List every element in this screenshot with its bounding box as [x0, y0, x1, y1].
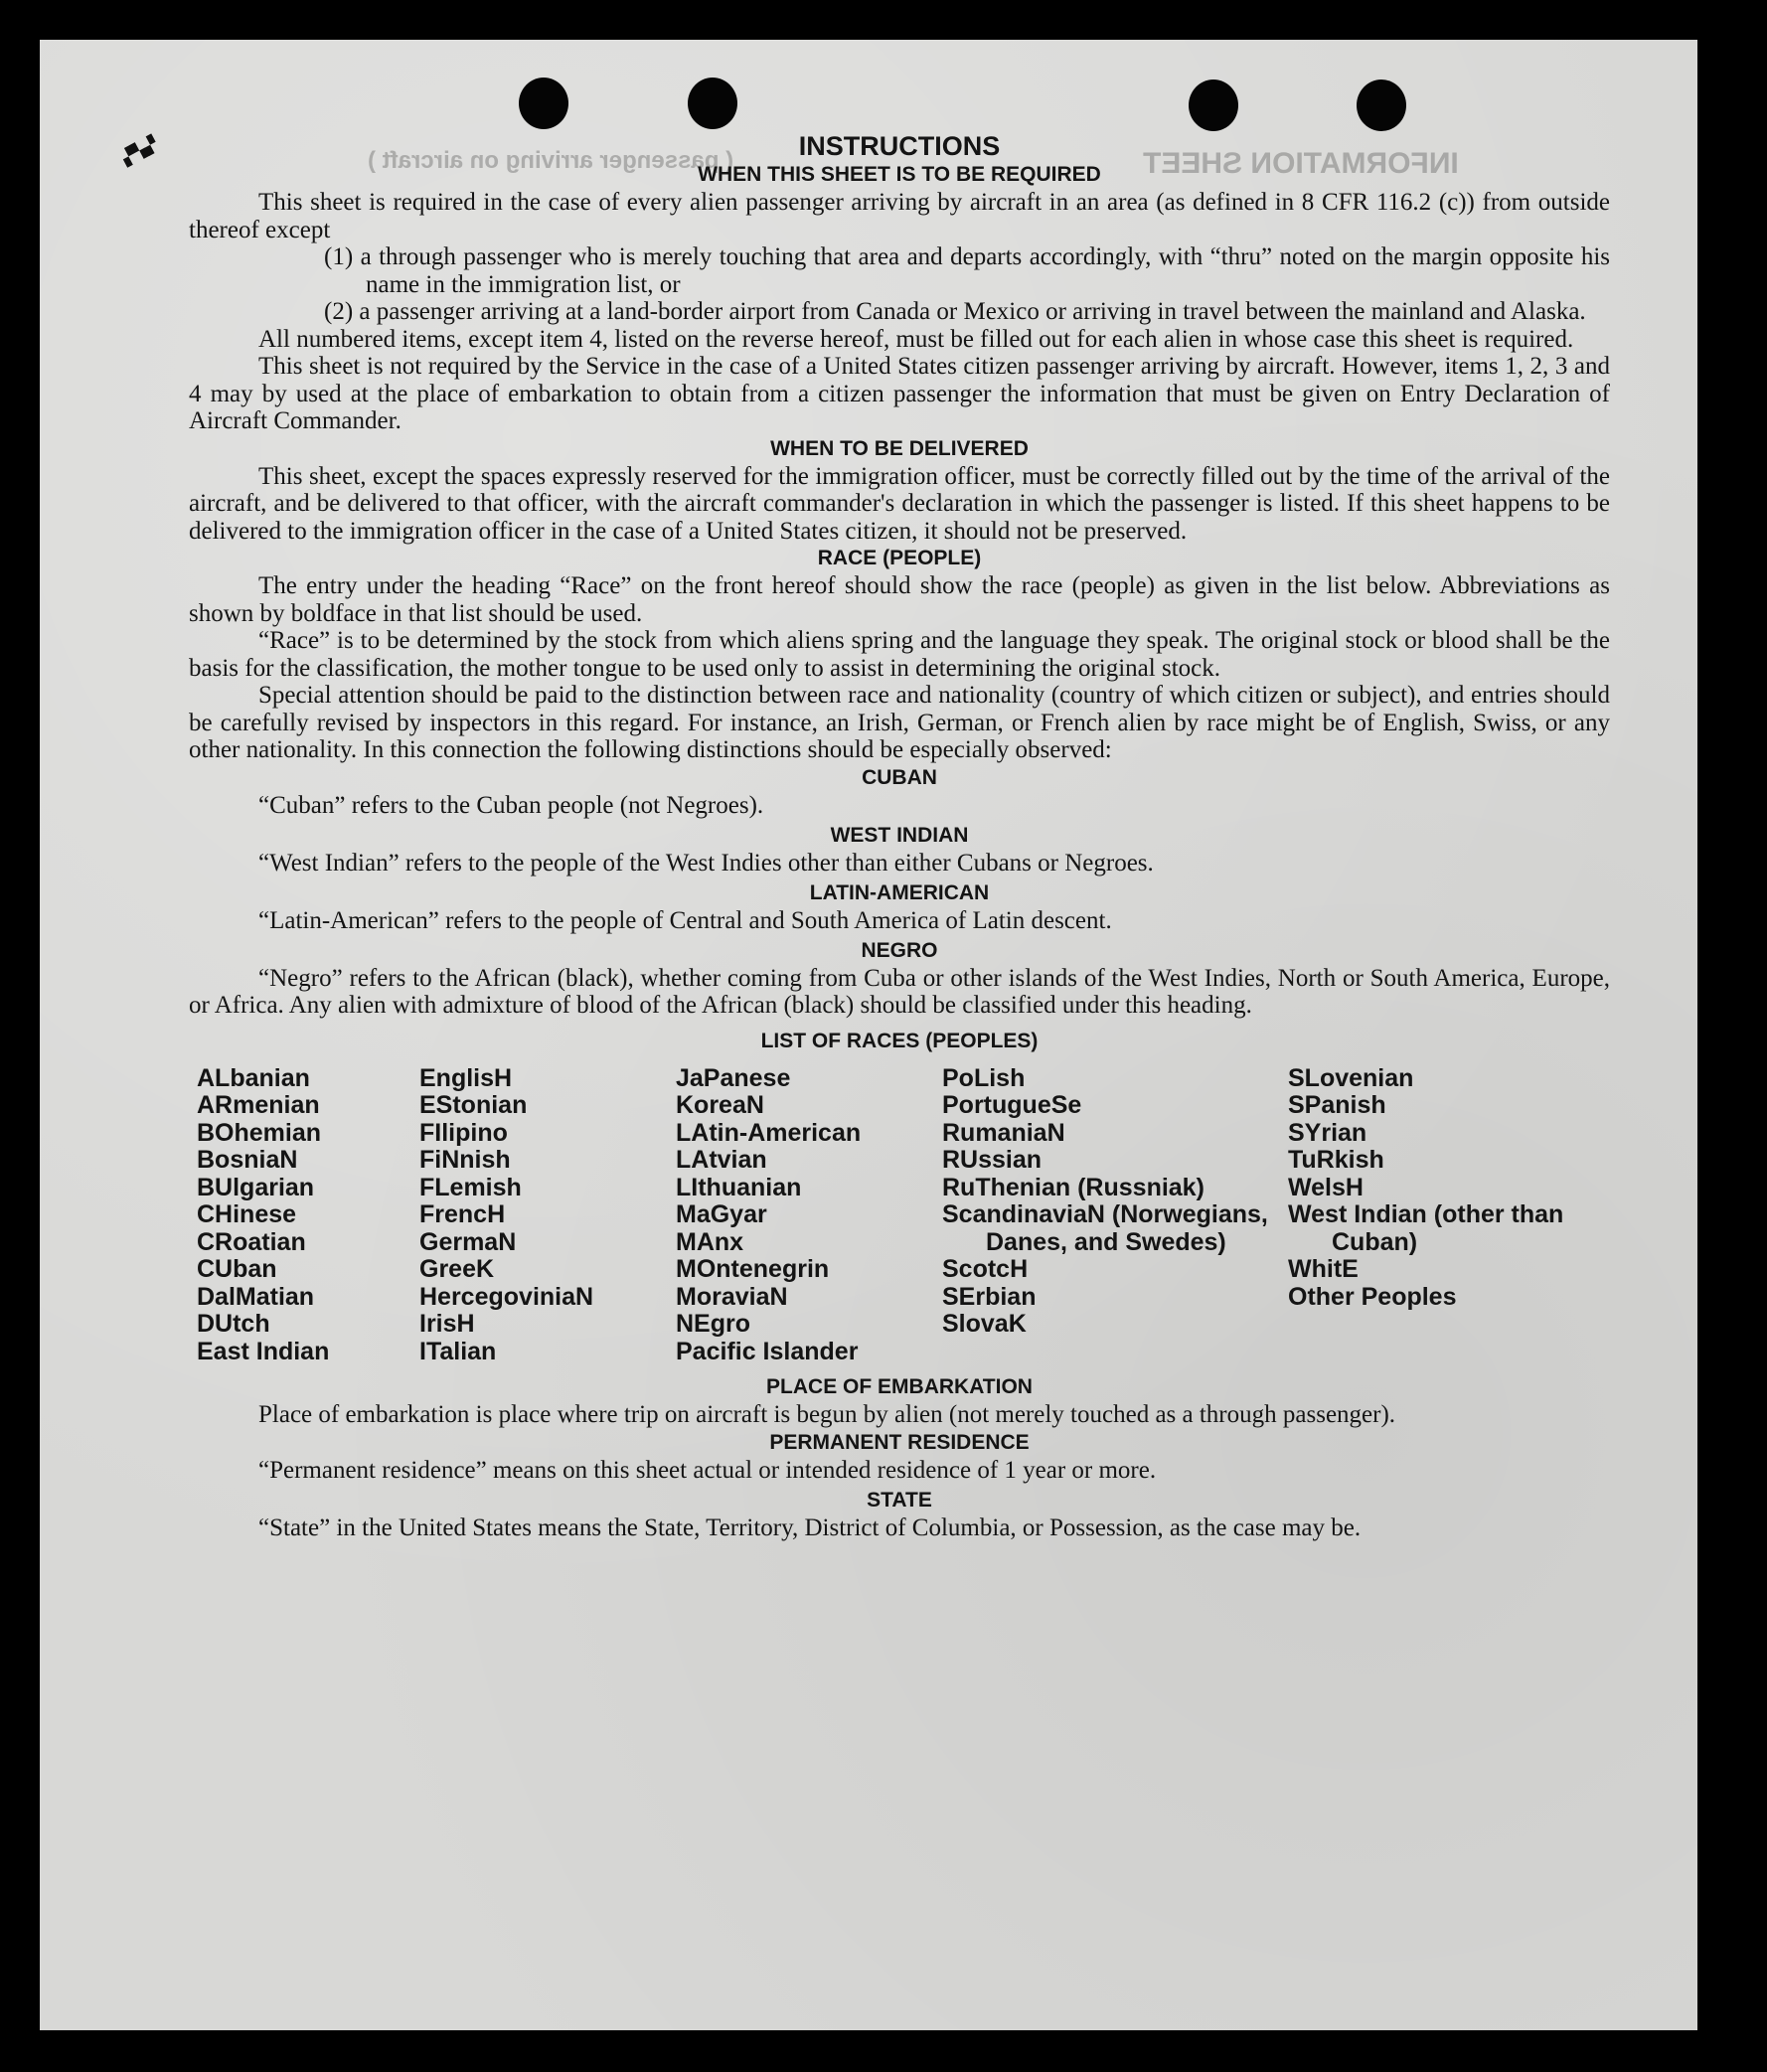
stamp-mark: ▞▚▞	[119, 135, 160, 168]
punch-hole	[1357, 80, 1406, 131]
definition-cuban: “Cuban” refers to the Cuban people (not Negroes).	[258, 791, 764, 819]
definition-permanent-residence: “Permanent residence” means on this sheet actual or intended residence of 1 year or more.	[258, 1456, 1157, 1484]
definition-latin-american: “Latin-American” refers to the people of Central and South America of Latin descent.	[258, 906, 1112, 934]
race-item: ScotcH	[942, 1255, 1029, 1283]
race-item: Other Peoples	[1288, 1282, 1457, 1311]
race-item: MAnx	[676, 1227, 744, 1256]
paragraph-numbered-items: All numbered items, except item 4, listed on the reverse hereof, must be filled out for each alien in whose case this sheet is required.	[258, 325, 1574, 353]
document-title: INSTRUCTIONS	[798, 131, 1001, 161]
race-item: SPanish	[1288, 1091, 1386, 1119]
section-heading-when-delivered: WHEN TO BE DELIVERED	[770, 436, 1029, 460]
race-item: CUban	[197, 1255, 277, 1283]
race-item: EStonian	[419, 1091, 528, 1119]
definition-west-indian: “West Indian” refers to the people of the West Indies other than either Cubans or Negroes.	[258, 849, 1154, 877]
race-item: ScandinaviaN (Norwegians, Danes, and Swedes)	[942, 1200, 1268, 1256]
race-item: LAtvian	[676, 1146, 767, 1174]
race-item: RuThenian (Russniak)	[942, 1173, 1205, 1201]
race-item: East Indian	[197, 1337, 330, 1365]
exception-item-1: (1) a through passenger who is merely touching that area and departs accordingly, with “thru” noted on the margin opposite his name in the immigration list, or	[324, 243, 1610, 298]
section-heading-race: RACE (PEOPLE)	[817, 547, 982, 569]
bleed-through-text: ( passenger arriving on aircraft )	[368, 147, 734, 174]
race-item: DUtch	[197, 1310, 270, 1338]
section-heading-cuban: CUBAN	[862, 765, 937, 789]
section-heading-west-indian: WEST INDIAN	[830, 823, 969, 847]
section-heading-permanent-residence: PERMANENT RESIDENCE	[769, 1430, 1030, 1454]
race-item: SLovenian	[1288, 1063, 1414, 1092]
race-item: FIlipino	[419, 1118, 508, 1147]
section-heading-negro: NEGRO	[861, 938, 938, 962]
bleed-through-text: INFORMATION SHEET	[1143, 147, 1459, 180]
race-item: HercegoviniaN	[419, 1282, 594, 1311]
paragraph-race-nationality: Special attention should be paid to the distinction between race and nationality (country of which citizen or subject), and entries should be carefully revised by inspectors in this regard. For instance, an Irish, German, or French alien by race might be of English, Swiss, or any other nationality. In this connection the following distinctions should be especially observed:	[189, 682, 1610, 763]
definition-state: “State” in the United States means the State, Territory, District of Columbia, or Possession, as the case may be.	[258, 1514, 1362, 1541]
race-list	[197, 1065, 1610, 1366]
race-item: GreeK	[419, 1255, 495, 1283]
race-item: MOntenegrin	[676, 1255, 830, 1283]
race-item: NEgro	[676, 1310, 750, 1338]
race-item: WhitE	[1288, 1255, 1359, 1283]
race-item: KoreaN	[676, 1091, 764, 1119]
paragraph-race-entry: The entry under the heading “Race” on the front hereof should show the race (people) as given in the list below. Abbreviations as shown by boldface in that list should be used.	[189, 572, 1610, 627]
race-item: PortugueSe	[942, 1091, 1082, 1119]
punch-hole	[519, 78, 568, 129]
race-item: BUlgarian	[197, 1173, 315, 1201]
race-column	[1288, 1065, 1586, 1366]
race-item: BosniaN	[197, 1146, 298, 1174]
race-item: ITalian	[419, 1337, 497, 1365]
paragraph-citizen-passenger: This sheet is not required by the Service in the case of a United States citizen passenger arriving by aircraft. However, items 1, 2, 3 and 4 may by used at the place of embarkation to obtain from a citizen passenger the information that must be given on Entry Declaration of Aircraft Commander.	[189, 353, 1610, 434]
document-sheet	[40, 40, 1697, 2030]
race-item: FrencH	[419, 1200, 506, 1228]
race-item: SYrian	[1288, 1118, 1367, 1147]
race-item: RumaniaN	[942, 1118, 1065, 1147]
race-item: ARmenian	[197, 1091, 320, 1119]
race-column	[676, 1065, 942, 1366]
race-item: ALbanian	[197, 1063, 310, 1092]
race-item: MaGyar	[676, 1200, 767, 1228]
race-item: JaPanese	[676, 1063, 791, 1092]
race-item: DalMatian	[197, 1282, 315, 1311]
instructions-content	[189, 131, 1610, 1541]
race-item: CRoatian	[197, 1227, 306, 1256]
race-item: TuRkish	[1288, 1146, 1384, 1174]
race-item: FiNnish	[419, 1146, 511, 1174]
definition-negro: “Negro” refers to the African (black), whether coming from Cuba or other islands of the West Indies, North or South America, Europe, or Africa. Any alien with admixture of blood of the African (black) should be classified under this heading.	[189, 964, 1610, 1019]
section-heading-when-required: WHEN THIS SHEET IS TO BE REQUIRED	[698, 163, 1101, 186]
race-column	[197, 1065, 419, 1366]
race-item: FLemish	[419, 1173, 522, 1201]
race-item: PoLish	[942, 1063, 1026, 1092]
punch-hole	[1189, 80, 1238, 131]
race-item: LAtin-American	[676, 1118, 862, 1147]
race-item: GermaN	[419, 1227, 517, 1256]
race-item: LIthuanian	[676, 1173, 802, 1201]
exception-item-2: (2) a passenger arriving at a land-border airport from Canada or Mexico or arriving in travel between the mainland and Alaska.	[324, 298, 1586, 325]
section-heading-embarkation: PLACE OF EMBARKATION	[766, 1375, 1033, 1398]
section-heading-list-of-races: LIST OF RACES (PEOPLES)	[760, 1029, 1039, 1052]
race-item: BOhemian	[197, 1118, 322, 1147]
race-item: West Indian (other than Cuban)	[1288, 1200, 1564, 1256]
paragraph-required-intro: This sheet is required in the case of every alien passenger arriving by aircraft in an area (as defined in 8 CFR 116.2 (c)) from outside thereof except	[189, 189, 1610, 243]
race-item: CHinese	[197, 1200, 297, 1228]
race-item: IrisH	[419, 1310, 475, 1338]
race-item: Pacific Islander	[676, 1337, 859, 1365]
paragraph-race-stock: “Race” is to be determined by the stock from which aliens spring and the language they speak. The original stock or blood shall be the basis for the classification, the mother tongue to be used only to assist in determining the original stock.	[189, 627, 1610, 682]
race-item: SErbian	[942, 1282, 1037, 1311]
section-heading-latin-american: LATIN-AMERICAN	[809, 880, 990, 904]
race-item: SlovaK	[942, 1310, 1027, 1338]
section-heading-state: STATE	[867, 1488, 932, 1512]
race-item: EnglisH	[419, 1063, 513, 1092]
race-item: MoraviaN	[676, 1282, 788, 1311]
race-column	[942, 1065, 1288, 1366]
paragraph-delivery: This sheet, except the spaces expressly reserved for the immigration officer, must be correctly filled out by the time of the arrival of the aircraft, and be delivered to that officer, with the aircraft commander's declaration in which the passenger is listed. If this sheet happens to be delivered to the immigration officer in the case of a United States citizen, it should not be preserved.	[189, 462, 1610, 545]
race-column	[419, 1065, 676, 1366]
punch-hole	[688, 78, 737, 129]
race-item: RUssian	[942, 1146, 1043, 1174]
race-item: WelsH	[1288, 1173, 1364, 1201]
definition-embarkation: Place of embarkation is place where trip on aircraft is begun by alien (not merely touched as a through passenger).	[258, 1401, 1396, 1428]
